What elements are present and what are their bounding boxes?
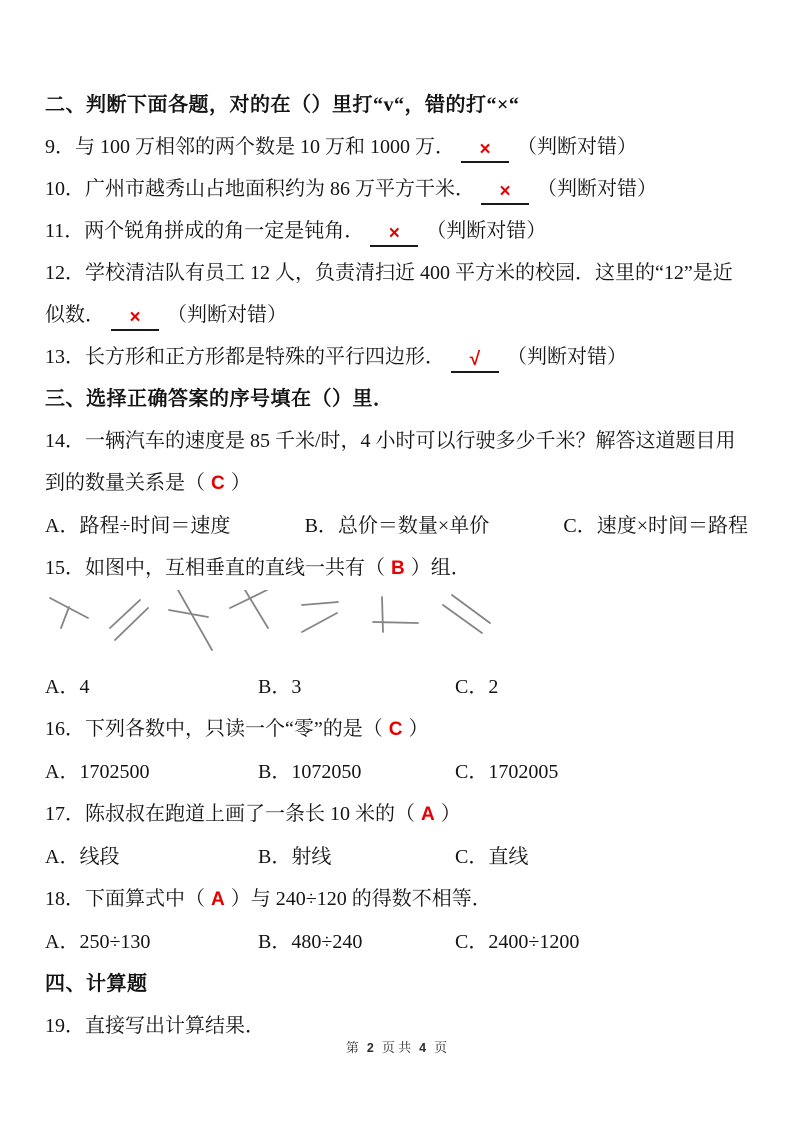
question-10: [45, 168, 748, 210]
question-14-close: ）: [230, 472, 251, 494]
option-18-b: B．480÷240: [258, 931, 363, 953]
figure-g4-shallow: [230, 590, 267, 608]
question-15-text: 15．如图中，互相垂直的直线一共有（: [45, 557, 385, 579]
question-16: [45, 708, 748, 751]
question-9-text: 9．与 100 万相邻的两个数是 10 万和 1000 万．: [45, 136, 455, 158]
figure-g7-line1: [452, 595, 490, 623]
figure-g2-line2: [115, 608, 148, 640]
answer-blank-12: [111, 306, 159, 331]
question-17-text: 17．陈叔叔在跑道上画了一条长 10 米的（: [45, 803, 415, 825]
question-13-suffix: （判断对错）: [507, 346, 627, 368]
question-17-close: ）: [440, 803, 461, 825]
question-12-suffix: （判断对错）: [167, 304, 287, 326]
question-15: [45, 547, 748, 590]
question-14: [45, 420, 748, 505]
answer-blank-11: [370, 222, 418, 247]
figure-g1-stem: [61, 607, 69, 628]
footer-total-pages: 4: [419, 1041, 427, 1055]
question-18-text: 18．下面算式中（: [45, 888, 205, 910]
option-17-b: B．射线: [258, 846, 332, 868]
question-11: [45, 210, 748, 252]
question-10-suffix: （判断对错）: [537, 178, 657, 200]
figure-g3-steep: [178, 590, 212, 650]
question-13-text: 13．长方形和正方形都是特殊的平行四边形．: [45, 346, 445, 368]
answer-mark-12: ×: [129, 307, 141, 328]
option-18-c: C．2400÷1200: [455, 931, 580, 953]
question-15-options: [45, 666, 748, 708]
answer-letter-17: A: [421, 804, 435, 825]
answer-mark-13: √: [469, 349, 481, 370]
question-16-options: [45, 751, 748, 793]
option-17-c: C．直线: [455, 846, 529, 868]
figure-g6-horizontal: [373, 622, 418, 623]
option-15-c: C．2: [455, 676, 499, 698]
question-17-options: [45, 836, 748, 878]
question-16-text: 16．下列各数中，只读一个“零”的是（: [45, 718, 383, 740]
figure-g5-top: [302, 602, 338, 605]
answer-mark-11: ×: [388, 223, 400, 244]
option-17-a: A．线段: [45, 846, 120, 868]
section3-title: 三、选择正确答案的序号填在（）里．: [45, 388, 394, 410]
option-15-a: A．4: [45, 676, 90, 698]
question-17: [45, 793, 748, 836]
option-16-b: B．1072050: [258, 761, 362, 783]
question-11-text: 11．两个锐角拼成的角一定是钝角．: [45, 220, 365, 242]
question-18-close: ）与 240÷120 的得数不相等．: [230, 888, 492, 910]
question-12: [45, 252, 748, 336]
option-16-c: C．1702005: [455, 761, 559, 783]
option-14-a: A．路程÷时间＝速度: [45, 515, 231, 537]
section4-title: 四、计算题: [45, 973, 148, 995]
answer-mark-10: ×: [499, 181, 511, 202]
question-12-text: 12．学校清洁队有员工 12 人，负责清扫近 400 平方米的校园．这里的“12”是近似数．: [45, 262, 733, 326]
answer-blank-10: [481, 180, 529, 205]
answer-mark-9: ×: [479, 139, 491, 160]
question-11-suffix: （判断对错）: [426, 220, 547, 242]
section2-title: 二、判断下面各题，对的在（）里打“v“，错的打“×“: [45, 94, 520, 116]
figure-g6-vertical: [382, 597, 383, 632]
option-18-a: A．250÷130: [45, 931, 151, 953]
answer-letter-14: C: [211, 473, 225, 494]
question-18: [45, 878, 748, 921]
option-14-c: C．速度×时间＝路程: [563, 515, 748, 537]
answer-letter-18: A: [211, 889, 225, 910]
question-15-close: ）组．: [410, 557, 471, 579]
answer-letter-16: C: [388, 719, 403, 740]
answer-blank-9: [461, 138, 509, 163]
figure-g3-shallow: [169, 610, 208, 617]
question-10-text: 10．广州市越秀山占地面积约为 86 万平方干米．: [45, 178, 475, 200]
figure-g7-line2: [443, 605, 482, 633]
footer-label-1: 第: [345, 1040, 359, 1055]
page-footer: [0, 1040, 793, 1056]
footer-label-3: 页: [434, 1040, 448, 1055]
figure-g5-bottom: [302, 613, 337, 632]
figure-g2-line1: [110, 600, 140, 628]
question-19: 19．直接写出计算结果．: [45, 1015, 265, 1037]
question-13: [45, 336, 748, 378]
question-15-figure: [45, 590, 748, 666]
footer-label-2: 页 共: [381, 1040, 412, 1055]
line-pairs-figure: [45, 590, 745, 666]
question-9-suffix: （判断对错）: [517, 136, 637, 158]
option-14-b: B．总价＝数量×单价: [304, 515, 490, 537]
option-16-a: A．1702500: [45, 761, 150, 783]
question-18-options: [45, 921, 748, 963]
answer-blank-13: [451, 348, 499, 373]
question-14-text: 14．一辆汽车的速度是 85 千米/时，4 小时可以行驶多少千米？解答这道题目用到的数量关系是（: [45, 430, 736, 494]
footer-page-number: 2: [366, 1041, 374, 1055]
answer-letter-15: B: [391, 558, 405, 579]
option-15-b: B．3: [258, 676, 302, 698]
question-14-options: [45, 505, 748, 547]
question-16-close: ）: [408, 718, 429, 740]
question-9: [45, 126, 748, 168]
